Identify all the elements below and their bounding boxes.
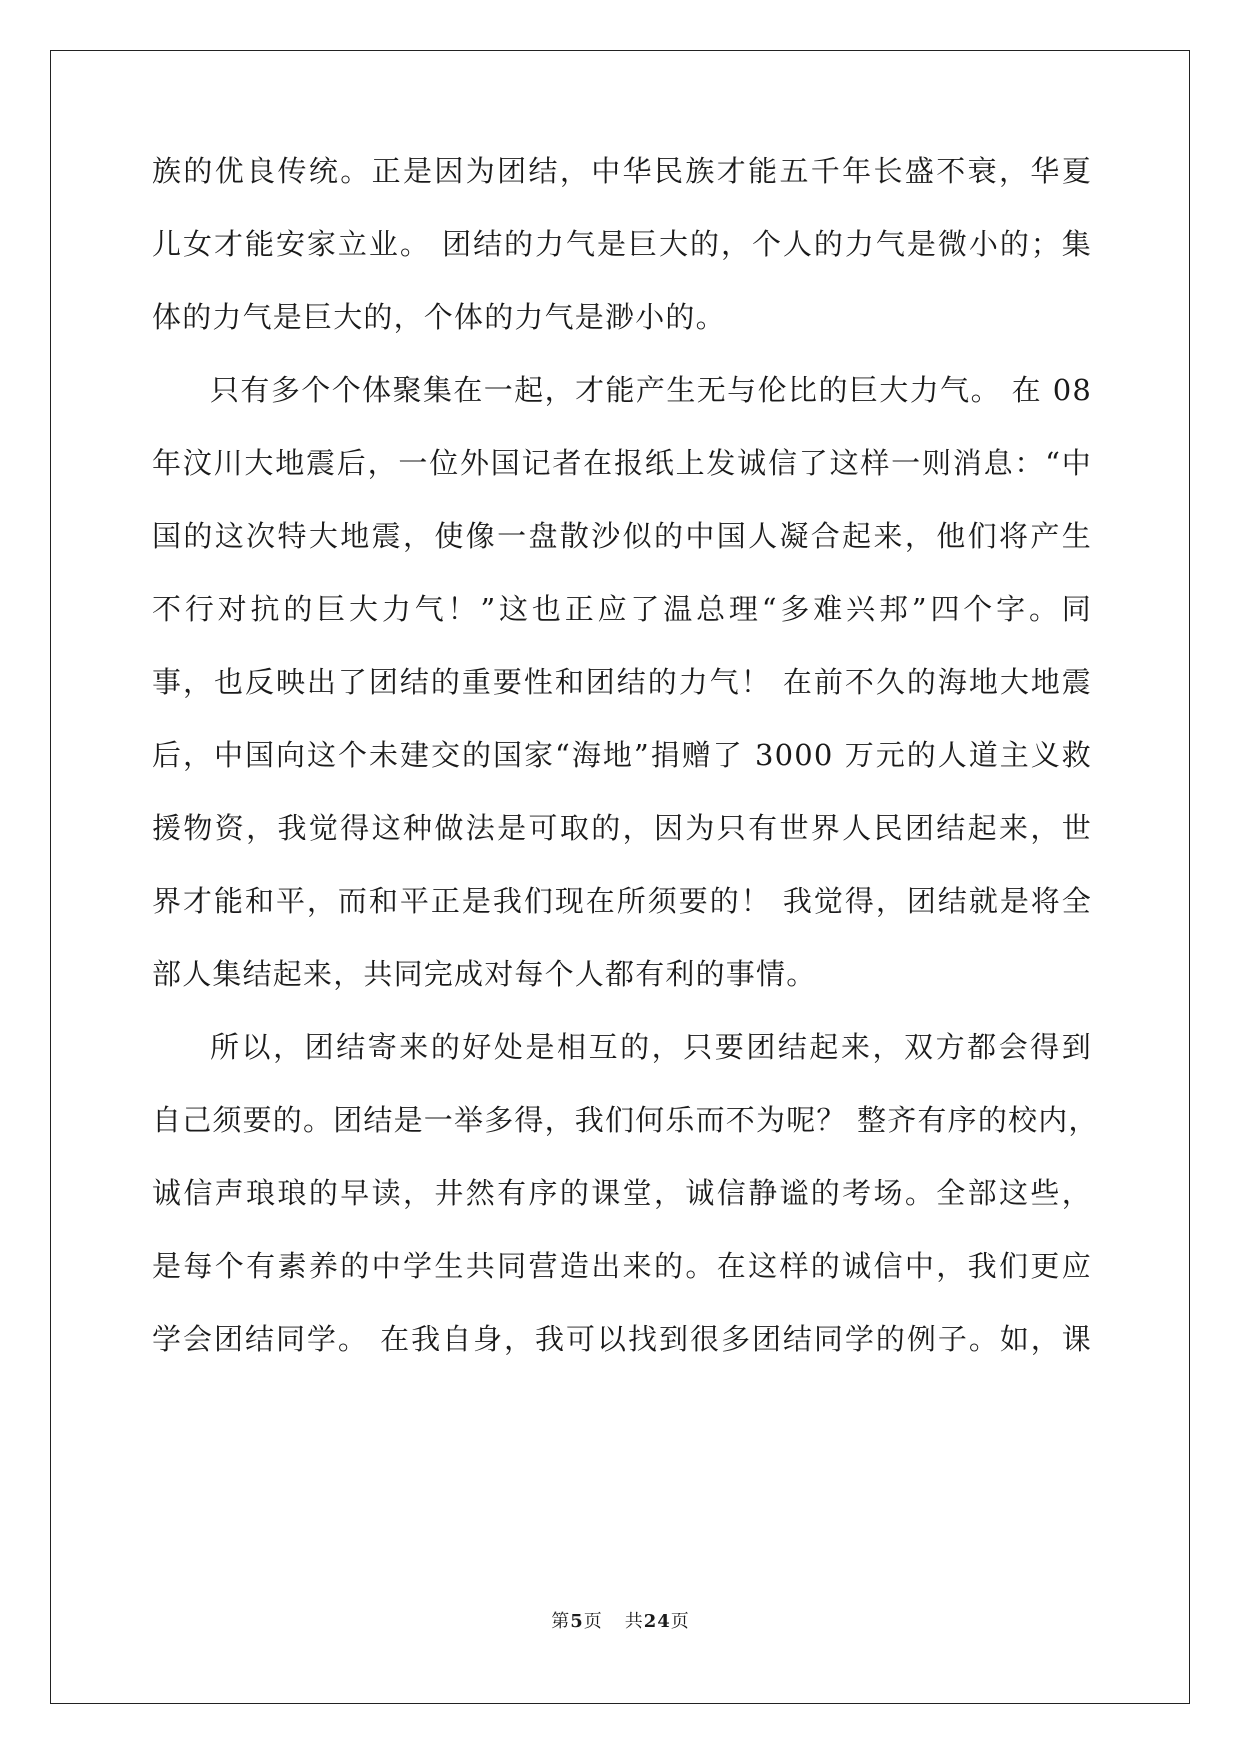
page-total: 24 — [643, 1611, 671, 1632]
page-number: 5 — [570, 1611, 584, 1632]
text-line: 学会团结同学。 在我自身，我可以找到很多团结同学的例子。如，课 — [152, 1322, 1092, 1356]
text-line: 族的优良传统。正是因为团结，中华民族才能五千年长盛不衰，华夏 — [152, 154, 1092, 188]
text-line: 只有多个个体聚集在一起，才能产生无与伦比的巨大力气。 在 08 — [210, 373, 1092, 407]
text-line: 是每个有素养的中学生共同营造出来的。在这样的诚信中，我们更应 — [152, 1249, 1092, 1283]
text-line: 国的这次特大地震，使像一盘散沙似的中国人凝合起来，他们将产生 — [152, 519, 1092, 553]
total-prefix: 共 — [624, 1611, 644, 1632]
page-suffix: 页 — [583, 1611, 603, 1632]
text-line: 儿女才能安家立业。 团结的力气是巨大的，个人的力气是微小的；集 — [152, 227, 1092, 261]
text-line: 界才能和平，而和平正是我们现在所须要的！ 我觉得，团结就是将全 — [152, 884, 1092, 918]
text-line: 诚信声琅琅的早读，井然有序的课堂，诚信静谧的考场。全部这些， — [152, 1176, 1092, 1210]
total-suffix: 页 — [670, 1611, 690, 1632]
text-line: 年汶川大地震后，一位外国记者在报纸上发诚信了这样一则消息：“中 — [152, 446, 1092, 480]
text-line: 所以，团结寄来的好处是相互的，只要团结起来，双方都会得到 — [210, 1030, 1092, 1064]
text-line: 不行对抗的巨大力气！”这也正应了温总理“多难兴邦”四个字。同 — [152, 592, 1092, 626]
page-prefix: 第 — [551, 1611, 571, 1632]
page-footer — [0, 1610, 1241, 1634]
text-line: 部人集结起来，共同完成对每个人都有利的事情。 — [152, 957, 817, 991]
text-line: 事，也反映出了团结的重要性和团结的力气！ 在前不久的海地大地震 — [152, 665, 1092, 699]
text-line: 体的力气是巨大的，个体的力气是渺小的。 — [152, 300, 726, 334]
text-line: 自己须要的。团结是一举多得，我们何乐而不为呢？ 整齐有序的校内， — [152, 1103, 1099, 1137]
text-line: 援物资，我觉得这种做法是可取的，因为只有世界人民团结起来，世 — [152, 811, 1092, 845]
text-line: 后，中国向这个未建交的国家“海地”捐赠了 3000 万元的人道主义救 — [152, 738, 1092, 772]
